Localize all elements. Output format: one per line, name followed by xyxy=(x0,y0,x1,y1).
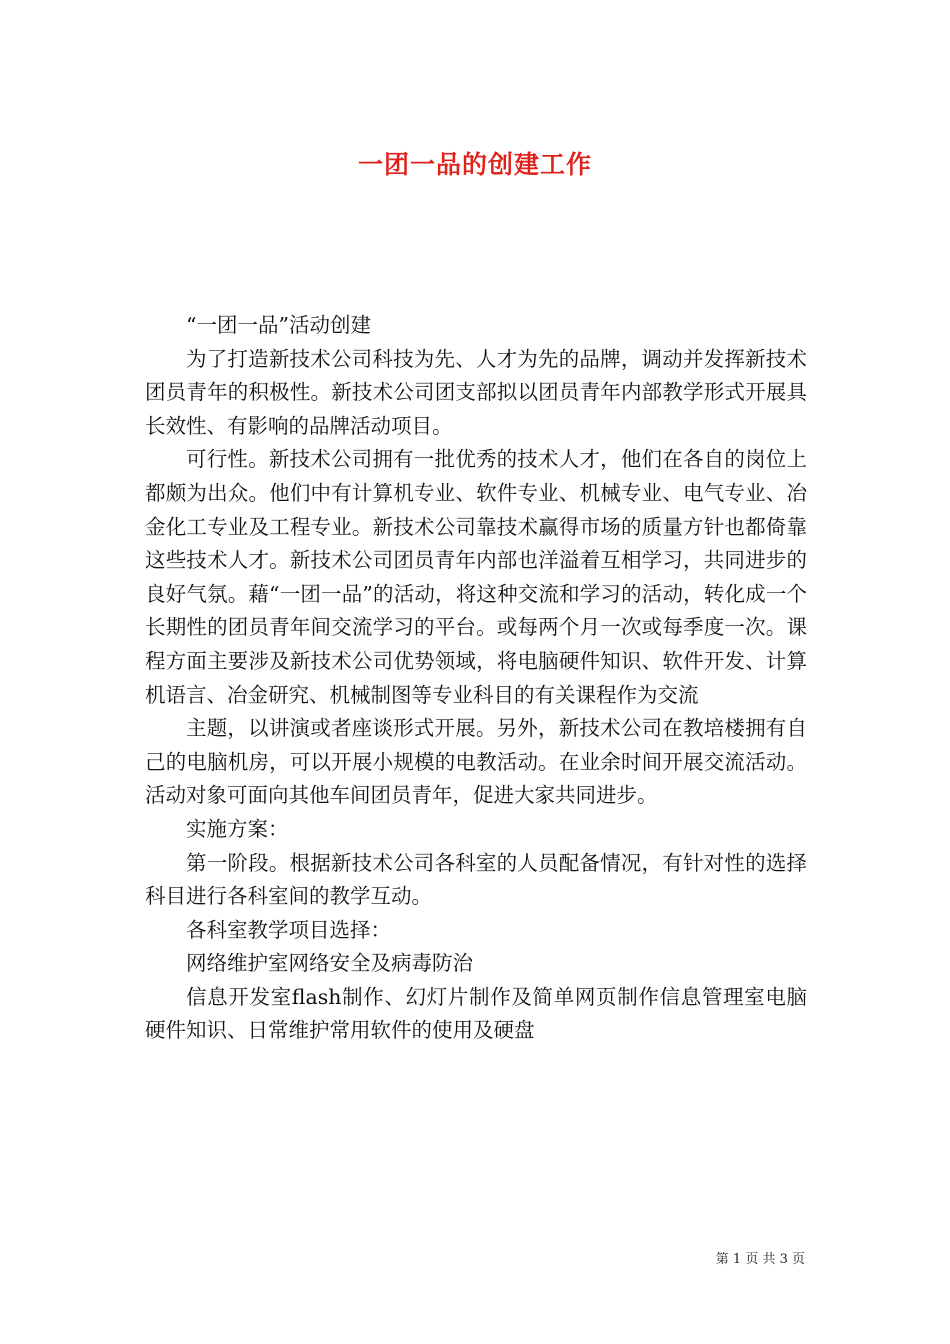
paragraph: 各科室教学项目选择： xyxy=(186,917,391,942)
document-body xyxy=(145,309,807,1048)
paragraph: 为了打造新技术公司科技为先、人才为先的品牌，调动并发挥新技术团员青年的积极性。新技术公司团支部拟以团员青年内部教学形式开展具长效性、有影响的品牌活动项目。 xyxy=(145,346,807,438)
paragraph: 可行性。新技术公司拥有一批优秀的技术人才，他们在各自的岗位上都颇为出众。他们中有计算机专业、软件专业、机械专业、电气专业、冶金化工专业及工程专业。新技术公司靠技术赢得市场的质量方针也都倚靠这些技术人才。新技术公司团员青年内部也洋溢着互相学习，共同进步的良好气氛。藉“一团一品”的活动，将这种交流和学习的活动，转化成一个长期性的团员青年间交流学习的平台。或每两个月一次或每季度一次。课程方面主要涉及新技术公司优势领域，将电脑硬件知识、软件开发、计算机语言、冶金研究、机械制图等专业科目的有关课程作为交流 xyxy=(145,447,807,707)
paragraph: 实施方案： xyxy=(186,816,289,841)
paragraph: 第一阶段。根据新技术公司各科室的人员配备情况，有针对性的选择科目进行各科室间的教学互动。 xyxy=(145,850,807,909)
paragraph: “一团一品”活动创建 xyxy=(186,313,371,337)
paragraph: 网络维护室网络安全及病毒防治 xyxy=(186,951,473,976)
paragraph: 主题，以讲演或者座谈形式开展。另外，新技术公司在教培楼拥有自己的电脑机房，可以开展小规模的电教活动。在业余时间开展交流活动。活动对象可面向其他车间团员青年，促进大家共同进步。 xyxy=(145,716,807,808)
paragraph: 信息开发室flash制作、幻灯片制作及简单网页制作信息管理室电脑硬件知识、日常维护常用软件的使用及硬盘 xyxy=(145,984,807,1043)
page-footer: 第 1 页 共 3 页 xyxy=(715,1252,805,1267)
page-title: 一团一品的创建工作 xyxy=(357,149,592,179)
